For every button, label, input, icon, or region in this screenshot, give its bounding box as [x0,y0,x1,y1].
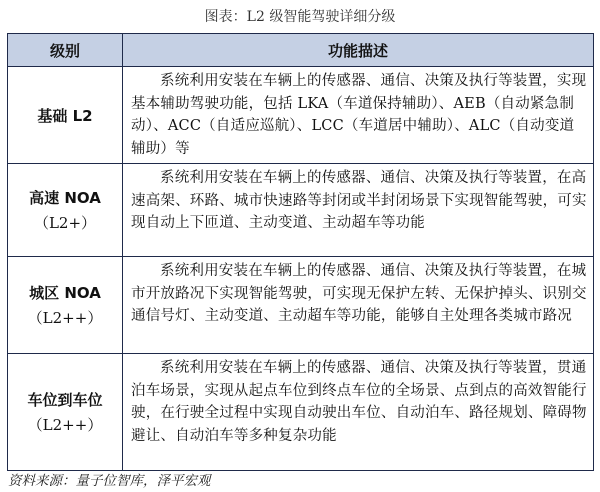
level-name: 城区 NOA [29,284,101,302]
level-cell [8,354,123,471]
l2-level-table [7,33,594,471]
description-cell: 系统利用安装在车辆上的传感器、通信、决策及执行等装置，贯通泊车场景，实现从起点车位到终点车位的全场景、点到点的高效智能行驶，在行驶全过程中实现自动驶出车位、自动泊车、路径规划、障碍物避让、自动泊车等多种复杂功能 [123,354,594,471]
description-cell: 系统利用安装在车辆上的传感器、通信、决策及执行等装置，在城市开放路况下实现智能驾驶，可实现无保护左转、无保护掉头、识别交通信号灯、主动变道、主动超车等功能，能够自主处理各类城市路况 [123,257,594,354]
table-header-row [8,34,594,67]
level-code: （L2++） [27,309,103,327]
level-cell [8,257,123,354]
source-note: 资料来源：量子位智库，泽平宏观 [8,473,211,489]
table-row [8,67,594,164]
level-cell [8,164,123,257]
level-cell [8,67,123,164]
level-name: 高速 NOA [29,189,101,207]
description-cell: 系统利用安装在车辆上的传感器、通信、决策及执行等装置，实现基本辅助驾驶功能，包括 LKA（车道保持辅助）、AEB（自动紧急制动）、ACC（自适应巡航）、LCC（车道居中辅助）、ALC（自动变道辅助）等 [123,67,594,164]
table-row [8,354,594,471]
level-code: （L2++） [27,416,103,434]
level-name: 车位到车位 [27,391,103,409]
table-row [8,257,594,354]
description-cell: 系统利用安装在车辆上的传感器、通信、决策及执行等装置，在高速高架、环路、城市快速路等封闭或半封闭场景下实现智能驾驶，可实现自动上下匝道、主动变道、主动超车等功能 [123,164,594,257]
figure-caption: 图表：L2 级智能驾驶详细分级 [204,9,396,25]
level-name: 基础 L2 [37,106,93,125]
level-code: （L2+） [33,214,97,232]
header-level: 级别 [8,34,123,67]
table-row [8,164,594,257]
header-description: 功能描述 [123,34,594,67]
